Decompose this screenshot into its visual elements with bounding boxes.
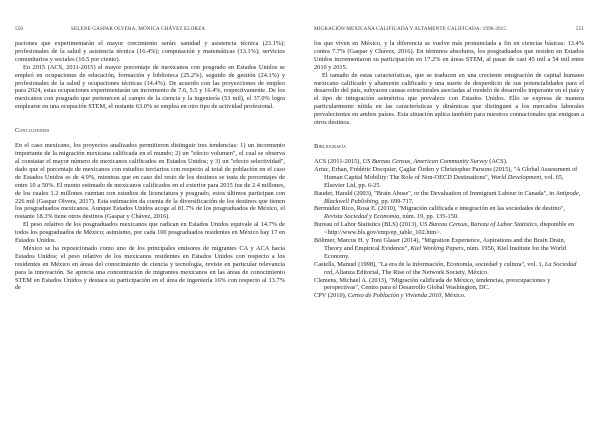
bib-entry: Castells, Manuel (1998), "La era de la información, Economía, sociedad y cultura", vol. 1, La Sociedad red, Alianza Editorial, The Rise of the Network Society, México. xyxy=(314,260,577,276)
bib-entry: CPV (2010), Censo de Población y Vivienda 2010, México. xyxy=(314,292,466,300)
bib-entry: Clemens, Michael A. (2013), "Migración calificada de México, tendencias, preocupaciones y perspectivas", Centro para el Desarrollo Global Washington, DC. xyxy=(314,276,551,292)
right-para-top: los que viven en México, y la diferencia se vuelve más pronunciada a fin en ciencias básicas: 13.4% contra 7.7% (Gaspar y Chávez, 2016). En términos absolutos, los posgraduados que residen en Estados Unidos incrementaron su participación en 17.2% en áreas STEM, al pasar de casi 45 mil a 54 mil entre 2010 y 2015. xyxy=(314,40,584,71)
bibliography-list xyxy=(314,158,584,300)
bib-entry: Bermúdez Rico, Rosa E. (2010), "Migración calificada e integración en las sociedades de destino", Revista Sociedad y Economía, núm. 19, pp. 135-150. xyxy=(314,205,565,221)
left-page-body xyxy=(15,40,285,292)
bib-entry: Bauder, Harald (2003), "Brain Abuse", or the Devaluation of Immigrant Labour in Canada", in Antipode, Blackwell Publishing, pp. 699-717. xyxy=(314,189,581,205)
conclusions-para-3: México se ha reposicionado como uno de los principales emisores de migrantes CA y ACA hacia Estados Unidos; el peso relativo de los mexicanos residentes en Estados Unidos con respecto a los residentes en México en áreas del conocimiento de ciencia y tecnología, reviste en particular relevancia para la innovación. Se aprecia una concentración de migrantes mexicanos en las áreas de conocimiento STEM en Estados Unidos y destaca su participación en el área de ingeniería 16% con respecto al 13.7% de xyxy=(15,244,285,292)
bib-entry: Artuc, Erhan, Frédéric Docquier, Çaglar Özden y Christopher Parsons (2015), "A Global Assessment of Human Capital Mobility: The Role of Non-OECD Destinations", World Development, vol. 65, Elsevier Ltd, pp. 6-25. xyxy=(314,165,578,189)
right-running-title: MIGRACIÓN MEXICANA CALIFICADA Y ALTAMENTE CALIFICADA: 1990-2015 xyxy=(314,26,507,32)
left-para-top: paciones que experimentarán el mayor crecimiento serán: sanidad y asistencia técnica (23.1%); profesionales de la salud y asistencia técnica (16.4%); computación y matemáticas (13.1%); servicios comunitarios y sociales (10.5 por ciento). xyxy=(15,40,285,63)
left-page-number: 550 xyxy=(15,26,24,32)
bibliography-heading: Bibliografía xyxy=(314,142,347,150)
left-para-2015: En 2015 (ACS, 2011-2015) el mayor porcentaje de mexicanos con posgrado en Estados Unidos se empleó en ocupaciones de educación, formación y biblioteca (25.2%), seguido de gestión (24.1%) y profesionales de la salud y ocupaciones técnicas (14.4%). De acuerdo con las proyecciones de empleo para 2024, estas ocupaciones experimentarán un incremento de 7.6, 5.5 y 16.4%, respectivamente. De los mexicanos con posgrado que pertenecen al campo de la ciencia y la ingeniería (53 mil), el 37.0% logra emplearse en una ocupación STEM, el restante 63.0% se emplea en otro tipo de actividad profesional. xyxy=(15,63,285,111)
bib-entry: Bureau of Labor Statistics (BLS) (2013), US Bureau Census, Bureau of Labor Statistics, disponible en <http://www.bls.gov/emp/ep_table_102.htm>. xyxy=(314,221,575,237)
right-page-body xyxy=(314,40,584,300)
conclusions-para-1: En el caso mexicano, los proyectos analizados permitieron distinguir tres tendencias: 1) un incremento importante de la migración mexicana calificada en el mundo; 2) un "efecto volumen", el cual se observa al constatar el mayor número de mexicanos calificados en Estados Unidos; y 3) un "efecto selectividad", dado que el porcentaje de mexicanos con estudios terciarios con respecto al total de población en el caso de Estados Unidos es de 4.9%, mientras que en caso del resto de los destinos se trata de porcentajes de entre 10 a 50%. El monto estimado de mexicanos calificados en el exterior para 2015 fue de 2.4 millones, de los cuales 1.2 millones cuentan con estudios de licenciatura y posgrado, estos últimos participan con 226 mil (Gaspar Olvera, 2017). Esta estimación da cuenta de la diversificación de los destinos que tienen los posgraduados mexicanos. Aunque Estados Unidos acoge al 81.7% de los posgraduados de México, el restante 18.3% tiene otros destinos (Gaspar y Chávez, 2016). xyxy=(15,142,285,221)
bib-entry: Böhmer, Marcus H. y Toni Glaser (2014), "Migration Experience, Aspirations and the Brain Drain, Theory and Empirical Evidence", Kiel Working Papers, núm. 1956, Kiel Institute for the World Economy. xyxy=(314,237,566,260)
conclusions-heading: Conclusiones xyxy=(15,127,50,135)
left-page xyxy=(15,0,285,431)
left-running-title: SELENE GASPAR OLVERA, MÓNICA CHÁVEZ ELORZA xyxy=(71,26,206,32)
conclusions-para-2: El peso relativo de los posgraduados mexicanos que radican en Estados Unidos equivale al 14.7% de todos los posgraduados de México; asimismo, por cada 100 posgraduados residentes en México hay 17 en Estados Unidos. xyxy=(15,221,285,245)
bib-entry: ACS (2011-2015), US Bureau Census, American Community Survey (ACS). xyxy=(314,157,508,165)
right-page-number: 551 xyxy=(575,26,584,32)
right-para-2: El tamaño de estas características, que se traducen en una creciente emigración de capital humano mexicano calificado y altamente calificado y una suerte de desperdicio de sus potencialidades para el desarrollo del país, subyacen causas estructurales asociadas al modelo de desarrollo imperante en el país y el tipo de integración asimétrica que prevalece con Estados Unidos. Ello se expresa de manera particularmente nítida en las características y dinámicas que distinguen a los mercados laborales prevalecientes en ambos países. Esta situación aplica también para nuestros connacionales que emigran a otros destinos. xyxy=(314,71,584,127)
right-page xyxy=(314,0,584,431)
